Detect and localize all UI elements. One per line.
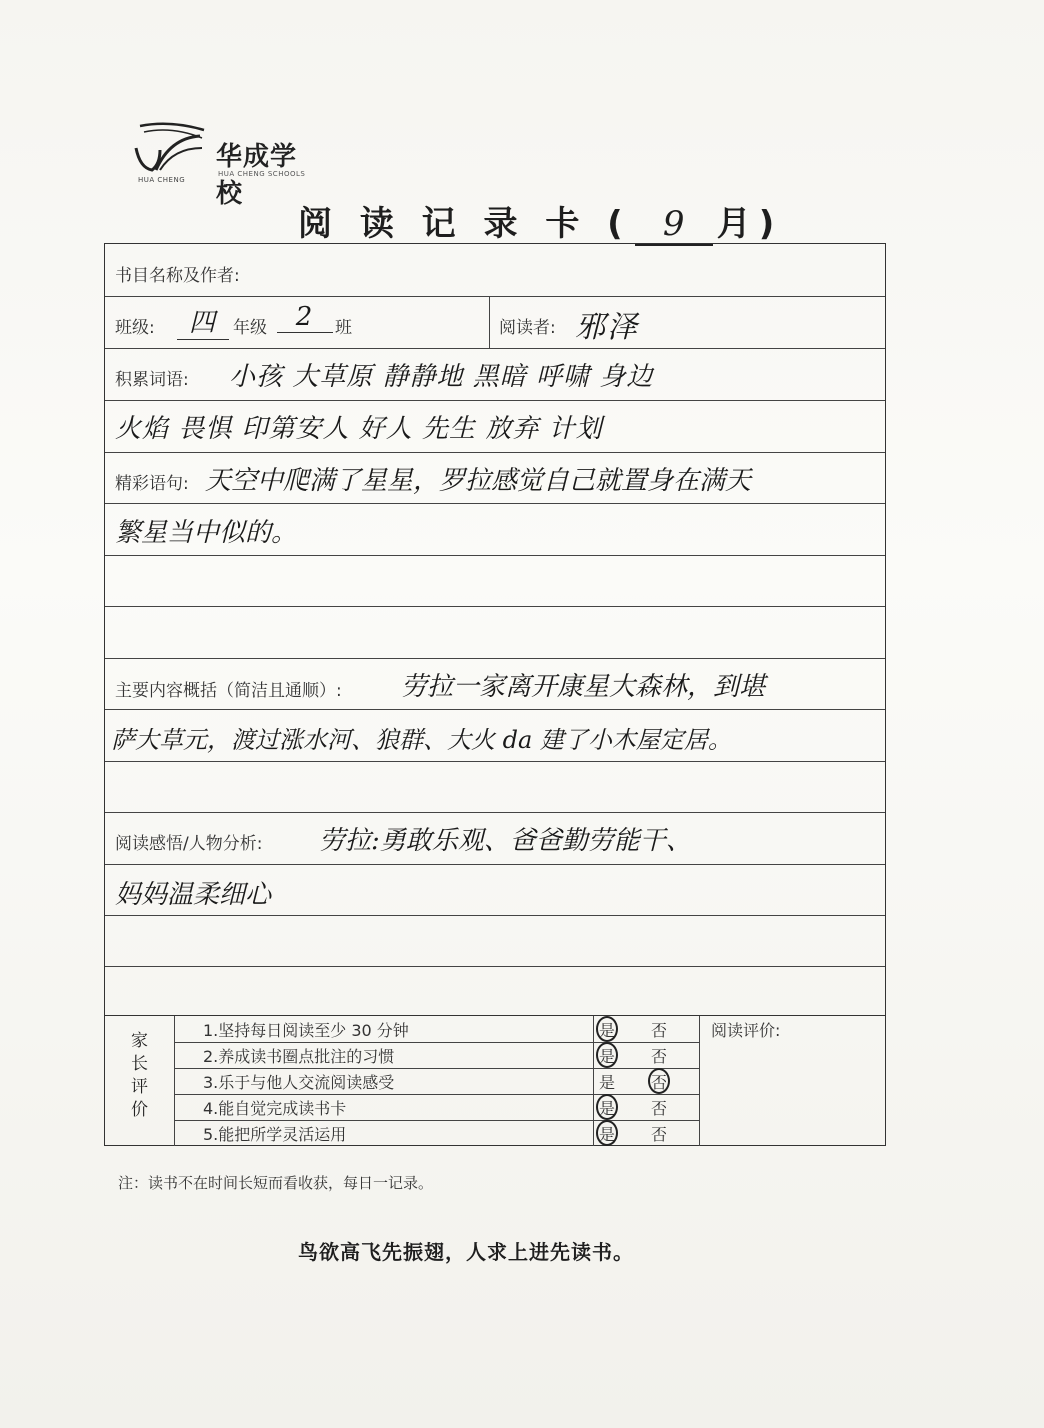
row-divider — [105, 348, 885, 349]
selection-circle-icon — [596, 1016, 618, 1042]
record-card — [104, 243, 886, 1016]
row-divider — [105, 400, 885, 401]
summary-label: 主要内容概括（简洁且通顺）: — [115, 681, 342, 701]
evaluation-no: 否 — [651, 1047, 668, 1066]
row-divider — [105, 296, 885, 297]
row-divider — [105, 915, 885, 916]
title-suffix: 月) — [716, 204, 783, 244]
row-divider — [105, 503, 885, 504]
evaluation-item-text: 4.能自觉完成读书卡 — [203, 1099, 347, 1118]
grade-label: 年级 — [233, 318, 267, 338]
class-value: 2 — [277, 302, 333, 333]
parent-label-char: 家 — [131, 1031, 148, 1051]
row-divider — [105, 864, 885, 865]
reading-evaluation-title: 阅读评价: — [711, 1021, 781, 1040]
class-suffix-label: 班 — [335, 318, 352, 338]
title-prefix: 阅 读 记 录 卡 ( — [298, 204, 631, 244]
evaluation-item — [175, 1016, 699, 1042]
sentence-line-2: 繁星当中似的。 — [115, 518, 298, 548]
evaluation-yes: 是 — [599, 1073, 616, 1092]
evaluation-item-text: 2.养成读书圈点批注的习惯 — [203, 1047, 395, 1066]
title-month: 9 — [662, 204, 685, 244]
sentence-label: 精彩语句: — [115, 474, 189, 494]
motto: 鸟欲高飞先振翅，人求上进先读书。 — [298, 1240, 634, 1264]
school-logo — [130, 118, 320, 209]
reader-value: 邪泽 — [575, 310, 639, 345]
sentence-line-1: 天空中爬满了星星，罗拉感觉自己就置身在满天 — [205, 466, 752, 496]
feeling-line-2: 妈妈温柔细心 — [115, 880, 272, 910]
summary-line-1: 劳拉一家离开康星大森林，到堪 — [401, 672, 766, 702]
school-name: 华成学校 — [216, 142, 298, 209]
evaluation-no: 否 — [651, 1021, 668, 1040]
summary-line-2: 萨大草元，渡过涨水河、狼群、大火 da 建了小木屋定居。 — [111, 726, 732, 754]
evaluation-yes: 是 — [599, 1099, 616, 1118]
evaluation-item — [175, 1120, 699, 1146]
parent-label-char: 长 — [131, 1054, 148, 1074]
footnote: 注：读书不在时间长短而看收获，每日一记录。 — [118, 1174, 434, 1192]
selection-circle-icon — [596, 1120, 618, 1146]
row-divider — [105, 812, 885, 813]
evaluation-no: 否 — [651, 1125, 668, 1144]
selection-circle-icon — [596, 1042, 618, 1068]
row-divider — [105, 606, 885, 607]
school-name-en: HUA CHENG SCHOOLS — [218, 170, 306, 178]
evaluation-no: 否 — [651, 1073, 668, 1092]
words-line-1: 小孩 大草原 静静地 黑暗 呼啸 身边 — [229, 362, 654, 392]
row-divider — [105, 658, 885, 659]
evaluation-yes: 是 — [599, 1021, 616, 1040]
evaluation-item — [175, 1042, 699, 1068]
row-divider — [105, 452, 885, 453]
evaluation-item — [175, 1094, 699, 1120]
words-label: 积累词语: — [115, 370, 189, 390]
class-label: 班级: — [115, 318, 155, 338]
column-divider — [699, 1016, 700, 1146]
evaluation-item-text: 1.坚持每日阅读至少 30 分钟 — [203, 1021, 409, 1040]
row-divider — [105, 555, 885, 556]
parent-label-char: 价 — [131, 1100, 148, 1120]
evaluation-item-text: 5.能把所学灵活运用 — [203, 1125, 347, 1144]
evaluation-item — [175, 1068, 699, 1094]
selection-circle-icon — [596, 1094, 618, 1120]
evaluation-no: 否 — [651, 1099, 668, 1118]
parent-label-char: 评 — [131, 1077, 148, 1097]
parent-evaluation — [104, 1016, 886, 1146]
evaluation-yes: 是 — [599, 1125, 616, 1144]
book-label: 书目名称及作者: — [115, 266, 240, 286]
feeling-line-1: 劳拉:勇敢乐观、爸爸勤劳能干、 — [319, 826, 692, 856]
column-divider — [489, 296, 490, 348]
school-emblem-icon — [130, 118, 208, 184]
reader-label: 阅读者: — [499, 318, 556, 338]
parent-evaluation-label — [105, 1016, 175, 1146]
page-title — [298, 196, 782, 246]
selection-circle-icon — [648, 1068, 670, 1094]
row-divider — [105, 709, 885, 710]
evaluation-yes: 是 — [599, 1047, 616, 1066]
words-line-2: 火焰 畏惧 印第安人 好人 先生 放弃 计划 — [115, 414, 603, 444]
grade-value: 四 — [177, 302, 229, 340]
feeling-label: 阅读感悟/人物分析: — [115, 834, 263, 854]
row-divider — [105, 761, 885, 762]
school-mark-en: HUA CHENG — [138, 176, 186, 184]
row-divider — [105, 966, 885, 967]
evaluation-item-text: 3.乐于与他人交流阅读感受 — [203, 1073, 395, 1092]
